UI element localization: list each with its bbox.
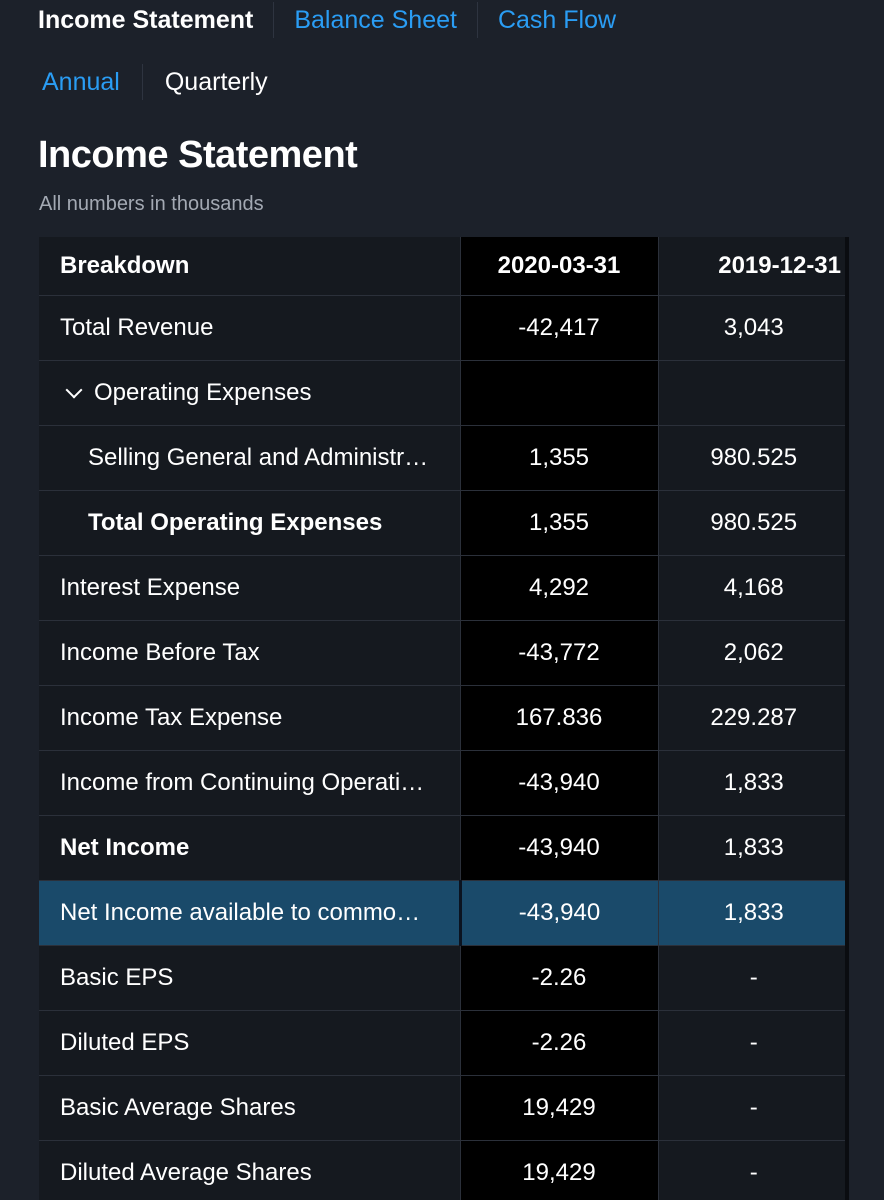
- row-label: Diluted EPS: [39, 1010, 460, 1075]
- table-row[interactable]: [39, 685, 849, 750]
- row-value-q: [460, 360, 658, 425]
- row-value-y: 4,168: [658, 555, 849, 620]
- row-label: Income from Continuing Operati…: [39, 750, 460, 815]
- row-value-q: -2.26: [460, 945, 658, 1010]
- row-value-y: 1,833: [658, 880, 849, 945]
- table-row[interactable]: [39, 815, 849, 880]
- units-note: All numbers in thousands: [39, 193, 264, 215]
- chevron-down-icon[interactable]: [66, 381, 83, 398]
- row-value-q: 4,292: [460, 555, 658, 620]
- header-breakdown[interactable]: Breakdown: [39, 237, 460, 295]
- tab-annual[interactable]: Annual: [42, 67, 120, 96]
- row-value-q: -43,940: [460, 815, 658, 880]
- row-label: Net Income: [39, 815, 460, 880]
- header-date-1[interactable]: 2020-03-31: [460, 237, 658, 295]
- table-row[interactable]: [39, 1140, 849, 1200]
- table-row-expandable[interactable]: [39, 360, 849, 425]
- row-value-y: 980.525: [658, 425, 849, 490]
- table-row[interactable]: [39, 620, 849, 685]
- row-label: Basic Average Shares: [39, 1075, 460, 1140]
- table-row[interactable]: [39, 750, 849, 815]
- table-row[interactable]: [39, 945, 849, 1010]
- row-label-cell[interactable]: [39, 360, 460, 425]
- table-row-selected[interactable]: [39, 880, 849, 945]
- row-value-q: 167.836: [460, 685, 658, 750]
- row-value-q: -43,940: [460, 750, 658, 815]
- row-value-y: -: [658, 1010, 849, 1075]
- table-row[interactable]: [39, 555, 849, 620]
- table-row[interactable]: [39, 425, 849, 490]
- row-label: Operating Expenses: [94, 378, 312, 406]
- tab-quarterly[interactable]: Quarterly: [164, 67, 268, 96]
- table-row[interactable]: [39, 1075, 849, 1140]
- row-value-y: 1,833: [658, 750, 849, 815]
- row-value-y: 980.525: [658, 490, 849, 555]
- tab-balance-sheet[interactable]: Balance Sheet: [294, 6, 457, 34]
- row-label: Selling General and Administr…: [39, 425, 460, 490]
- table-row[interactable]: [39, 1010, 849, 1075]
- row-label: Income Tax Expense: [39, 685, 460, 750]
- tab-income-statement[interactable]: Income Statement: [38, 6, 254, 34]
- row-label: Net Income available to commo…: [39, 880, 460, 945]
- row-label: Interest Expense: [39, 555, 460, 620]
- row-value-q: -42,417: [460, 295, 658, 360]
- header-date-2[interactable]: 2019-12-31: [658, 237, 849, 295]
- row-value-y: 1,833: [658, 815, 849, 880]
- row-value-q: -43,940: [460, 880, 658, 945]
- financials-table: [39, 237, 849, 1200]
- row-value-y: [658, 360, 849, 425]
- row-value-q: -43,772: [460, 620, 658, 685]
- table-row[interactable]: [39, 490, 849, 555]
- row-value-y: 2,062: [658, 620, 849, 685]
- row-value-y: -: [658, 1075, 849, 1140]
- page-title: Income Statement: [38, 134, 358, 176]
- row-label: Total Revenue: [39, 295, 460, 360]
- row-value-q: 19,429: [460, 1075, 658, 1140]
- table-header-row: [39, 237, 849, 295]
- row-value-y: -: [658, 1140, 849, 1200]
- row-value-y: 3,043: [658, 295, 849, 360]
- row-value-q: 1,355: [460, 425, 658, 490]
- row-value-q: 1,355: [460, 490, 658, 555]
- row-value-q: -2.26: [460, 1010, 658, 1075]
- row-value-y: 229.287: [658, 685, 849, 750]
- row-label: Income Before Tax: [39, 620, 460, 685]
- tab-cash-flow[interactable]: Cash Flow: [497, 6, 617, 34]
- statement-tabs: [0, 0, 884, 40]
- row-label: Total Operating Expenses: [39, 490, 460, 555]
- row-label: Diluted Average Shares: [39, 1140, 460, 1200]
- table-scroll-edge: [845, 237, 849, 1200]
- table-row[interactable]: [39, 295, 849, 360]
- row-label: Basic EPS: [39, 945, 460, 1010]
- row-value-q: 19,429: [460, 1140, 658, 1200]
- row-value-y: -: [658, 945, 849, 1010]
- period-tabs: [0, 62, 884, 102]
